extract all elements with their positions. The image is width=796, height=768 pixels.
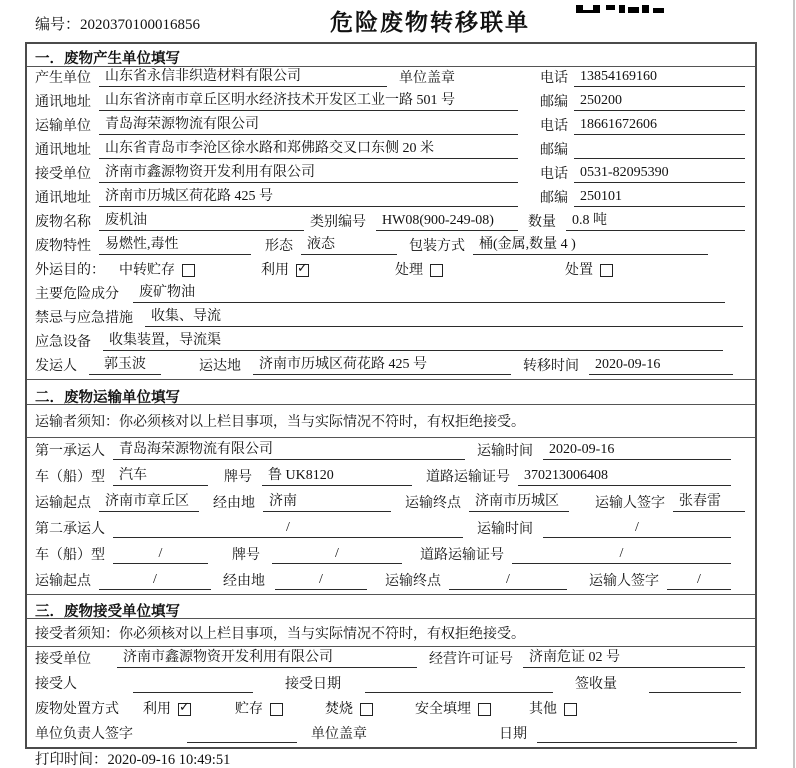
transfer-date-value: 2020-09-16 (589, 357, 733, 375)
producer-zip-value: 250200 (574, 93, 745, 111)
via-label: 经由地 (213, 496, 255, 511)
section2-header: 二．废物运输单位填写 (27, 379, 755, 405)
section2-body (27, 405, 755, 594)
document-number-label: 编号： (35, 17, 81, 33)
disposal-option-label: 贮存 (235, 702, 263, 717)
destination-value: 济南市历城区荷花路 425 号 (253, 353, 511, 375)
carrier2-via-value: / (275, 572, 367, 590)
transporter-row (27, 115, 755, 139)
hazard-value: 废矿物油 (133, 281, 725, 303)
carrier2-row (27, 516, 755, 542)
disposal-method-label: 废物处置方式 (35, 702, 119, 717)
receiver-notice: 接受者须知：你必须核对以上栏目事项，当与实际情况不符时，有权拒绝接受。 (27, 619, 755, 647)
document-number-value: 2020370100016856 (80, 17, 201, 33)
producer-phone-value: 13854169160 (574, 69, 745, 87)
carrier2-origin-value: / (99, 572, 211, 590)
receive-date-label: 接受日期 (285, 677, 341, 692)
hazard-label: 主要危险成分 (35, 287, 119, 302)
disposal-method-row (27, 697, 755, 722)
producer-address-row (27, 91, 755, 115)
receiver-zip-value: 250101 (574, 189, 745, 207)
section1-header: 一．废物产生单位填写 (27, 44, 755, 67)
carrier1-origin-value: 济南市章丘区 (99, 490, 199, 512)
road-permit-label: 道路运输证号 (420, 548, 504, 563)
origin-label: 运输起点 (35, 496, 91, 511)
transporter-sign-label: 运输人签字 (595, 496, 665, 511)
carrier2-time-value: / (543, 520, 731, 538)
carrier1-vehicle-row (27, 464, 755, 490)
transporter-address-value: 山东省青岛市李沧区徐水路和郑佛路交叉口东侧 20 米 (99, 137, 518, 159)
category-label: 类别编号 (310, 215, 366, 230)
receiving-unit-row (27, 647, 755, 672)
producer-label: 产生单位 (35, 71, 91, 86)
road-permit-label: 道路运输证号 (426, 470, 510, 485)
date-label: 日期 (499, 727, 527, 742)
recipient-value (133, 678, 253, 693)
transporter-zip-value (574, 144, 745, 159)
disposal-utilize-checkbox-checked (178, 703, 191, 716)
vehicle-type-label: 车（船）型 (35, 548, 105, 563)
section3-header: 三．废物接受单位填写 (27, 594, 755, 619)
transport-time-label: 运输时间 (477, 522, 533, 537)
consignor-row (27, 355, 755, 379)
quantity-value: 0.8 吨 (566, 209, 745, 231)
property-value: 易燃性,毒性 (99, 233, 251, 255)
carrier1-label: 第一承运人 (35, 444, 105, 459)
date-value (537, 728, 737, 743)
recipient-row (27, 672, 755, 697)
section1-body (27, 67, 755, 379)
purpose-utilize-checkbox-checked (296, 264, 309, 277)
carrier1-vehicle-value: 汽车 (113, 464, 208, 486)
license-label: 经营许可证号 (429, 652, 513, 667)
disposal-other-checkbox (564, 703, 577, 716)
unit-seal-label: 单位盖章 (399, 71, 455, 86)
section3-body (27, 619, 755, 747)
phone-label: 电话 (540, 119, 568, 134)
end-label: 运输终点 (405, 496, 461, 511)
waste-name-row (27, 211, 755, 235)
disposal-option-label: 焚烧 (325, 702, 353, 717)
recipient-label: 接受人 (35, 677, 77, 692)
purpose-treat-checkbox (430, 264, 443, 277)
license-value: 济南危证 02 号 (523, 646, 745, 668)
receipt-quantity-label: 签收量 (575, 677, 617, 692)
via-label: 经由地 (223, 574, 265, 589)
hazard-component-row (27, 283, 755, 307)
equipment-label: 应急设备 (35, 335, 91, 350)
consignor-value: 郭玉波 (89, 353, 161, 375)
receiver-address-value: 济南市历城区荷花路 425 号 (99, 185, 518, 207)
zip-label: 邮编 (540, 95, 568, 110)
phone-label: 电话 (540, 167, 568, 182)
plate-label: 牌号 (232, 548, 260, 563)
plate-label: 牌号 (224, 470, 252, 485)
carrier2-label: 第二承运人 (35, 522, 105, 537)
carrier1-end-value: 济南市历城区 (469, 490, 569, 512)
carrier1-plate-value: 鲁 UK8120 (262, 464, 412, 486)
vehicle-type-label: 车（船）型 (35, 470, 105, 485)
end-label: 运输终点 (385, 574, 441, 589)
receiver-label: 接受单位 (35, 167, 91, 182)
waste-name-label: 废物名称 (35, 215, 91, 230)
head-sign-label: 单位负责人签字 (35, 727, 133, 742)
receive-date-value (365, 678, 553, 693)
producer-address-value: 山东省济南市章丘区明水经济技术开发区工业一路 501 号 (99, 89, 518, 111)
disposal-option-label: 利用 (143, 702, 171, 717)
unit-seal-label: 单位盖章 (311, 727, 367, 742)
carrier1-time-value: 2020-09-16 (543, 442, 731, 460)
form-value: 液态 (301, 233, 397, 255)
address-label: 通讯地址 (35, 191, 91, 206)
transport-purpose-row (27, 259, 755, 283)
emergency-value: 收集、导流 (145, 305, 743, 327)
carrier2-route-row (27, 568, 755, 594)
producer-row (27, 67, 755, 91)
purpose-option-label: 处理 (395, 263, 423, 278)
disposal-incinerate-checkbox (360, 703, 373, 716)
transfer-form-table (25, 42, 757, 749)
waste-property-row (27, 235, 755, 259)
receiver-phone-value: 0531-82095390 (574, 165, 745, 183)
producer-value: 山东省永信非织造材料有限公司 (99, 65, 387, 87)
receiver-row (27, 163, 755, 187)
carrier1-permit-value: 370213006408 (518, 468, 731, 486)
transport-time-label: 运输时间 (477, 444, 533, 459)
transporter-address-row (27, 139, 755, 163)
print-time-label: 打印时间： (35, 752, 108, 768)
destination-label: 运达地 (199, 359, 241, 374)
disposal-storage-checkbox (270, 703, 283, 716)
address-label: 通讯地址 (35, 95, 91, 110)
head-sign-value (187, 728, 297, 743)
disposal-option-label: 其他 (529, 702, 557, 717)
zip-label: 邮编 (540, 143, 568, 158)
page-edge-divider (793, 0, 795, 768)
disposal-landfill-checkbox (478, 703, 491, 716)
transporter-phone-value: 18661672606 (574, 117, 745, 135)
carrier2-vehicle-row (27, 542, 755, 568)
packaging-label: 包装方式 (409, 239, 465, 254)
document-number (35, 13, 200, 34)
qr-code-fragment (576, 0, 664, 18)
carrier2-permit-value: / (512, 546, 731, 564)
carrier2-plate-value: / (272, 546, 402, 564)
receiving-unit-value: 济南市鑫源物资开发利用有限公司 (117, 646, 417, 668)
carrier1-via-value: 济南 (263, 490, 391, 512)
receipt-quantity-value (649, 678, 741, 693)
page-title: 危险废物转移联单 (330, 10, 530, 35)
carrier2-value: / (113, 520, 463, 538)
origin-label: 运输起点 (35, 574, 91, 589)
carrier1-value: 青岛海荣源物流有限公司 (113, 438, 465, 460)
category-value: HW08(900-249-08) (376, 213, 518, 231)
transporter-label: 运输单位 (35, 119, 91, 134)
receiving-unit-label: 接受单位 (35, 652, 91, 667)
purpose-option-label: 中转贮存 (119, 263, 175, 278)
receiver-address-row (27, 187, 755, 211)
carrier1-row (27, 438, 755, 464)
receiver-value: 济南市鑫源物资开发利用有限公司 (99, 161, 518, 183)
transporter-notice: 运输者须知：你必须核对以上栏目事项，当与实际情况不符时，有权拒绝接受。 (27, 405, 755, 438)
print-time-value: 2020-09-16 10:49:51 (107, 752, 231, 768)
carrier2-vehicle-value: / (113, 546, 208, 564)
print-time (35, 748, 230, 768)
purpose-label: 外运目的： (35, 263, 105, 278)
address-label: 通讯地址 (35, 143, 91, 158)
carrier1-sign-value: 张春雷 (673, 490, 745, 512)
quantity-label: 数量 (528, 215, 556, 230)
zip-label: 邮编 (540, 191, 568, 206)
emergency-measures-row (27, 307, 755, 331)
purpose-transfer-storage-checkbox (182, 264, 195, 277)
transfer-date-label: 转移时间 (523, 359, 579, 374)
purpose-dispose-checkbox (600, 264, 613, 277)
form-label: 形态 (265, 239, 293, 254)
emergency-label: 禁忌与应急措施 (35, 311, 133, 326)
consignor-label: 发运人 (35, 359, 77, 374)
equipment-value: 收集装置，导流渠 (103, 329, 723, 351)
transporter-value: 青岛海荣源物流有限公司 (99, 113, 518, 135)
purpose-option-label: 利用 (261, 263, 289, 278)
head-signature-row (27, 722, 755, 747)
property-label: 废物特性 (35, 239, 91, 254)
waste-name-value: 废机油 (99, 209, 304, 231)
packaging-value: 桶(金属,数量 4 ) (473, 233, 708, 255)
carrier1-route-row (27, 490, 755, 516)
emergency-equipment-row (27, 331, 755, 355)
phone-label: 电话 (540, 71, 568, 86)
disposal-option-label: 安全填埋 (415, 702, 471, 717)
carrier2-end-value: / (449, 572, 567, 590)
purpose-option-label: 处置 (565, 263, 593, 278)
carrier2-sign-value: / (667, 572, 731, 590)
transporter-sign-label: 运输人签字 (589, 574, 659, 589)
